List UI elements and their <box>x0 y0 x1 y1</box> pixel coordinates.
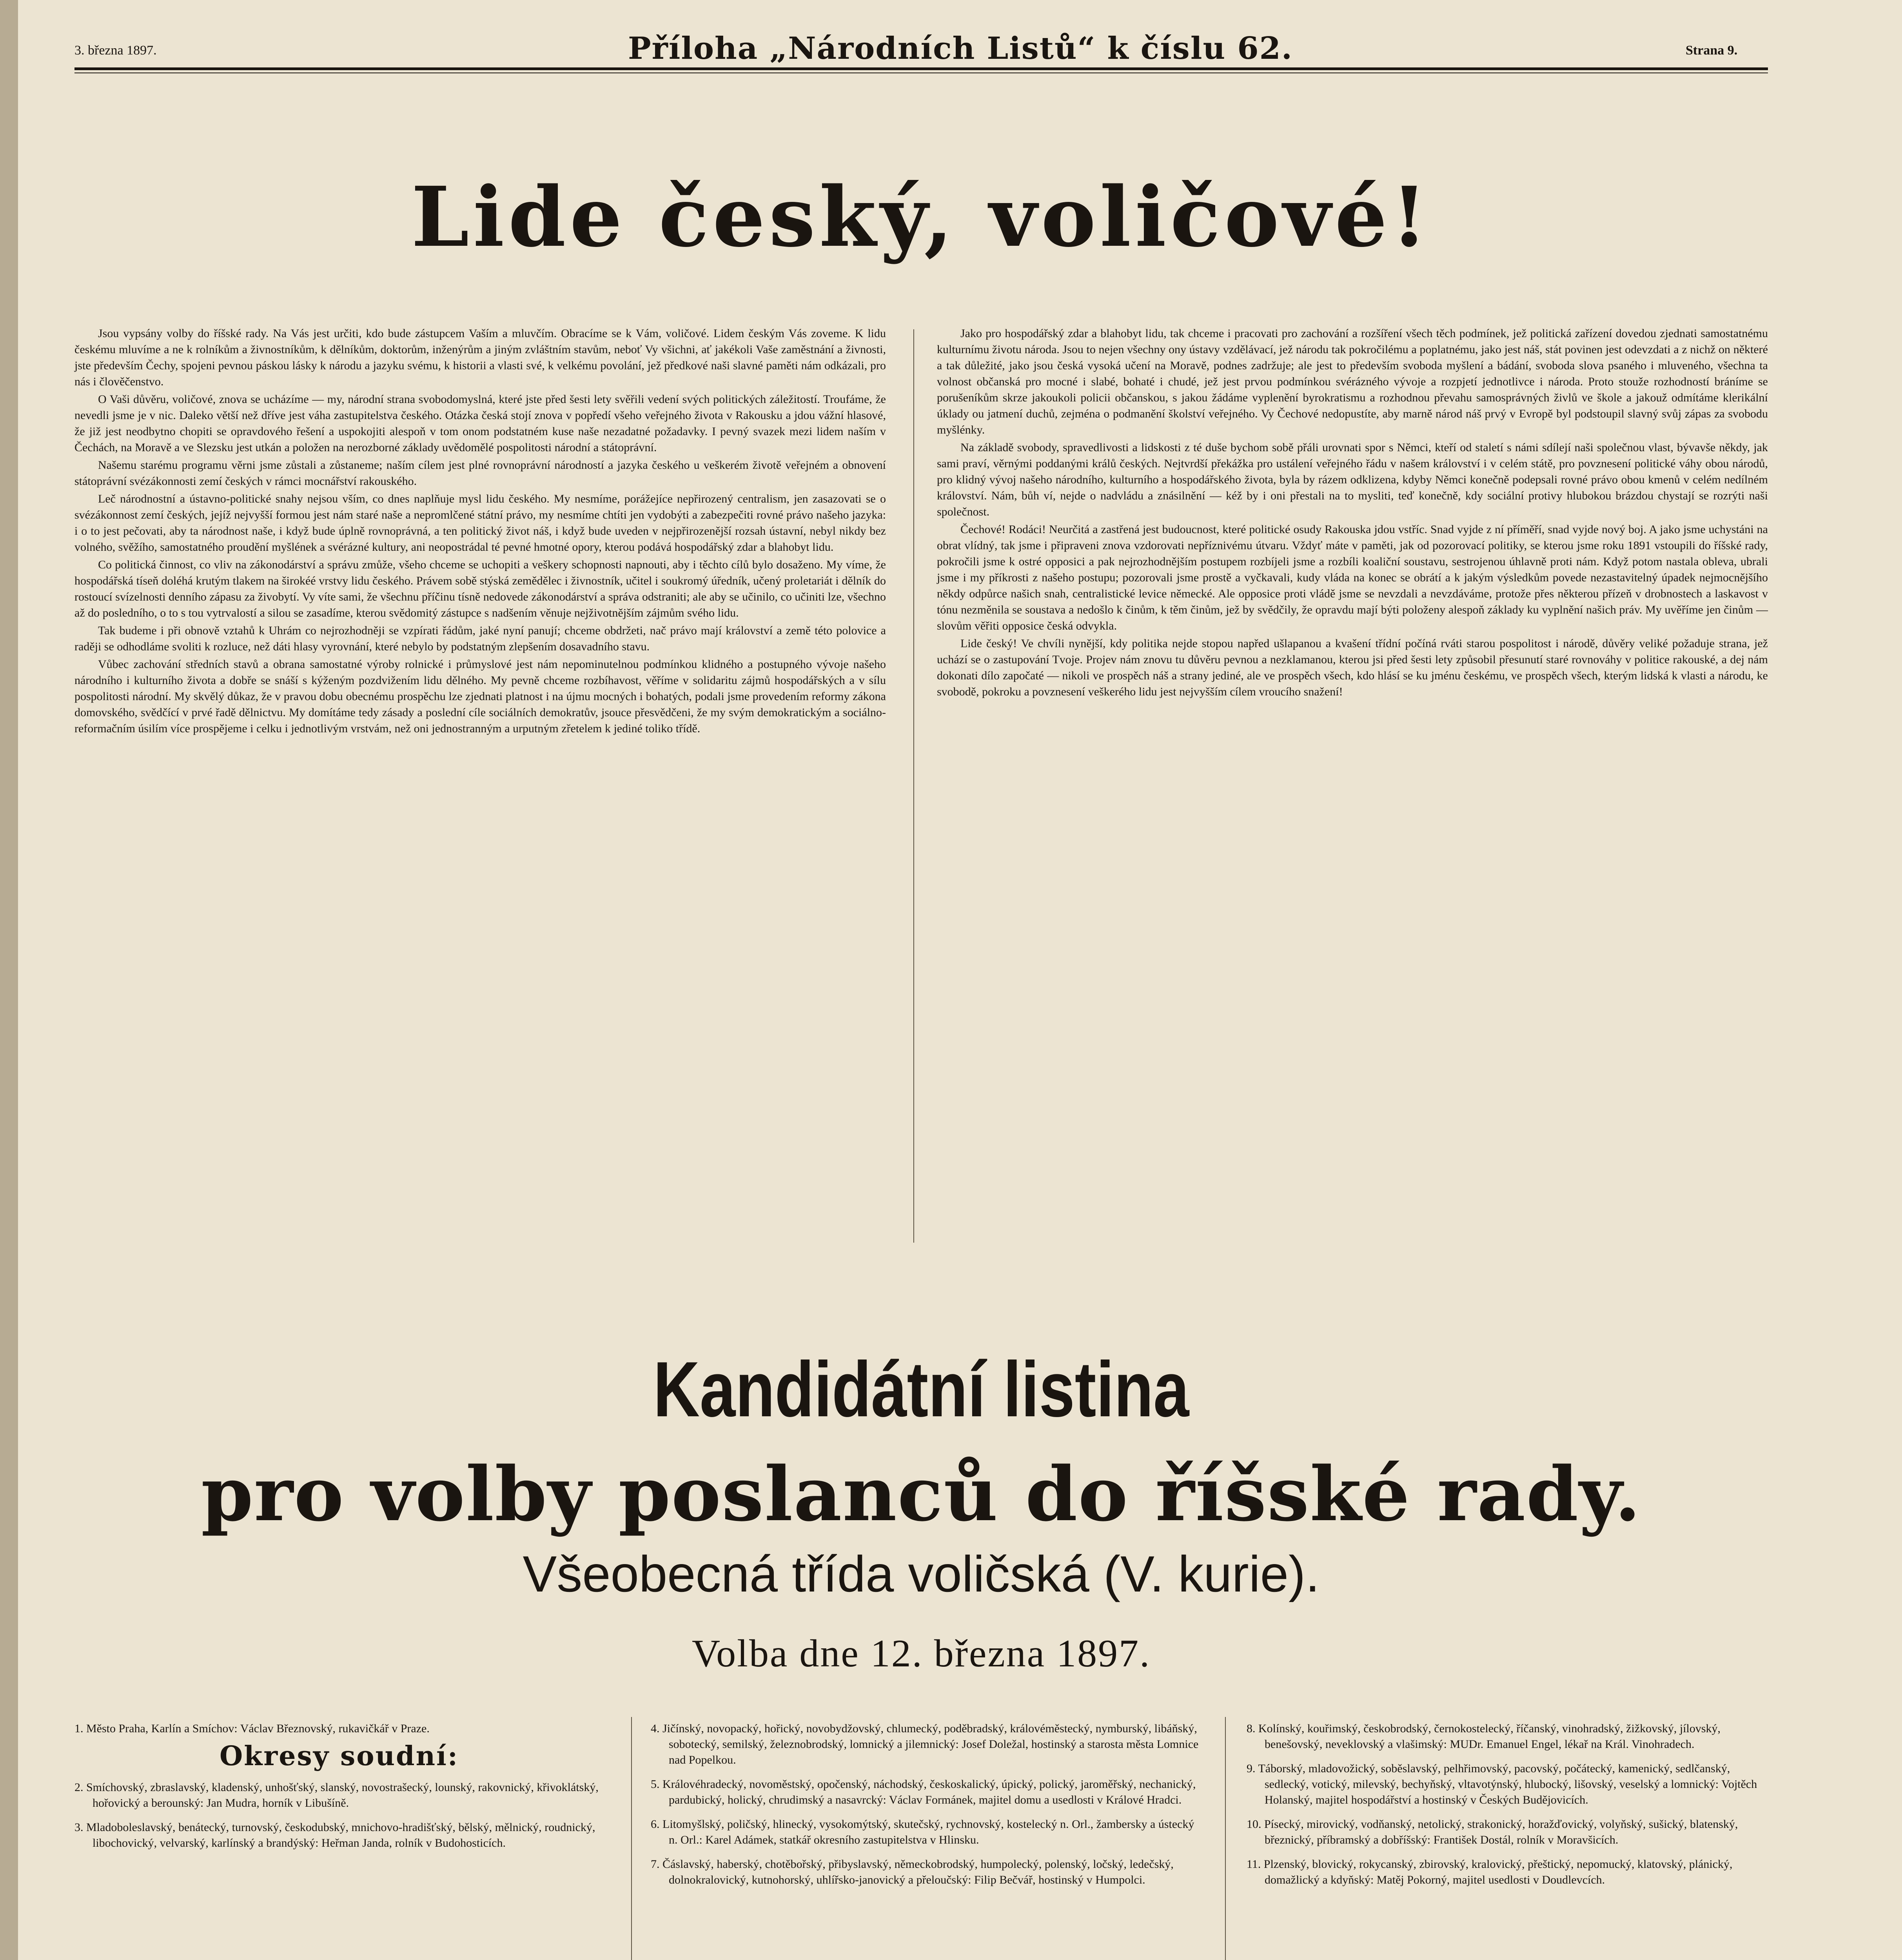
city-list-column-3 <box>1247 1721 1768 1896</box>
appeal-paragraph: Lide český! Ve chvíli nynější, kdy politika nejde stopou napřed ušlapanou a kvašení třídní počíná rváti starou pospolitost i národě, důvěry veliké požaduje strana, jež uchází se o zastupování Tvoje. Projev nám znovu tu důvěru pevnou a nezklamanou, kterou jsi před šesti lety způsobil přesunutí staré rovnováhy v politice rakouské, a dej nám dokonati dílo započaté — nikoli ve prospěch náš a strany jediné, ale ve prospěch všech, kdo hlásí se ku jménu českému, ve prospěch všech, kterým lidská k vlasti a národu, ke svobodě, pokroku a povznesení veškerého lidu jest nejvyšším cílem vroucího snažení! <box>937 637 1768 698</box>
appeal-headline: Lide český, voličové! <box>411 169 1431 265</box>
city-list-column-2 <box>651 1721 1200 1896</box>
appeal-paragraph: Leč národnostní a ústavno-politické snahy nejsou vším, co dnes naplňuje mysl lidu českého. My nesmíme, porážejíce nepřirozený centralism, jen zasazovati se o svézákonnost zemí českých, jejíž nejvyšší formou jest nám staré naše a nepromlčené státní právo, my nesmíme chtíti jen vydobýti a zabezpečiti rovné právo našeho jazyka: i o to jest pečovati, aby ta národnost naše, i když bude úplně rovnoprávná, a ten politický život náš, i když bude uveden v nejpřirozenější rozsah ústavní, nebyl nikdy bez volného, svěžího, samostatného proudění myšlének a svérázné kultury, ani neopostrádal té pevné hmotné opory, kterou podává hospodářský zdar a blahobyt lidu. <box>74 492 886 554</box>
candidate-entry: 1. Město Praha, Karlín a Smíchov: Václav Březnovský, rukavičkář v Praze. <box>74 1722 430 1735</box>
candidate-entry: 4. Jičínský, novopacký, hořický, novobydžovský, chlumecký, poděbradský, královéměstecký, nymburský, libáňský, sobotecký, semilský, železnobrodský, lomnický a jilemnický: Josef Doležal, hostinský a starosta města Lomnice nad Popelkou. <box>651 1722 1199 1766</box>
masthead-rule <box>74 67 1768 73</box>
voter-class-heading: Všeobecná třída voličská (V. kurie). <box>523 1545 1320 1602</box>
candidate-entry: 8. Kolínský, kouřimský, českobrodský, černokostelecký, říčanský, vinohradský, žižkovský, jílovský, benešovský, neveklovský a vlašimský: MUDr. Emanuel Engel, lékař na Král. Vinohradech. <box>1247 1722 1721 1751</box>
appeal-paragraph: Čechové! Rodáci! Neurčitá a zastřená jest budoucnost, které politické osudy Rakouska jdou vstříc. Snad vyjde z ní příměří, snad vyjde nový boj. A jako jsme uchystáni na obrat vlídný, tak jsme i připraveni znova vzdorovati nepříznivému útvaru. Vždyť máte v paměti, jak od pozorovací politiky, se kterou jsme roku 1891 vstoupili do říšské rady, pokročili jsme k ostré opposici a pak nejrozhodnějším postupem rozbíjeli jsme a rozbíli koaliční soustavu, sestrojenou úhlavně proti nám. Když potom nastala obleva, ubrali jsme i my příkrosti z našeho postupu; pozorovali jsme prostě a vyčkavali, kudy vláda na konec se obrátí a k jakým výsledkům povede nezastavitelný úpadek nejmocnějšího někdy odpůrce našich snah, centralistické levice německé. Ale opposice proti vládě jsme se nevzdali a nevzdáváme, protože přes některou přízeň v drobnostech a laskavost v tónu nezměnila se soustava a nedošlo k činům, k těm činům, jež by svědčily, že opravdu mají býti položeny alespoň základy ku vyplnění našich práv. My uvěříme jen činům — slovům věřiti opposice česká odvykla. <box>937 523 1768 632</box>
candidate-entry: 11. Plzenský, blovický, rokycanský, zbirovský, kralovický, přeštický, nepomucký, klatovský, plánický, domažlický a kdyňský: Matěj Pokorný, majitel usedlosti v Doudlevcích. <box>1247 1858 1733 1886</box>
candidate-entry: 10. Písecký, mirovický, vodňanský, netolický, strakonický, horažďovický, volyňský, sušický, blatenský, březnický, příbramský a dobříšský: František Dostál, rolník v Moravšicích. <box>1247 1818 1738 1846</box>
candidate-entry: 9. Táborský, mladovožický, soběslavský, pelhřimovský, pacovský, počátecký, kamenický, sedlčanský, sedlecký, votický, milevský, bechyňský, vltavotýnský, hlubocký, lišovský, veselský a lomnický: Vojtěch Holanský, majitel hospodářství a hostinský v Českých Budějovicích. <box>1247 1762 1757 1806</box>
section-heading-courts: Okresy soudní: <box>220 1740 459 1772</box>
masthead-page-number: Strana 9. <box>1686 43 1738 58</box>
appeal-column-left <box>74 325 886 738</box>
column-divider <box>913 329 914 1243</box>
candidate-list-subtitle: pro volby poslanců do říšské rady. <box>201 1450 1641 1538</box>
candidate-list-title: Kandidátní listina <box>653 1346 1189 1433</box>
appeal-column-right <box>937 325 1768 701</box>
list-divider-1 <box>631 1717 632 1960</box>
candidate-entry: 2. Smíchovský, zbraslavský, kladenský, unhošťský, slanský, novostrašecký, lounský, rakovnický, křivoklátský, hořovický a berounský: Jan Mudra, horník v Libušíně. <box>74 1781 599 1809</box>
appeal-paragraph: Jsou vypsány volby do říšské rady. Na Vás jest určiti, kdo bude zástupcem Vaším a mluvčím. Obracíme se k Vám, voličové. Lidem českým Vás zoveme. K lidu českému mluvíme a ne k rolníkům a živnostníkům, k dělníkům, doktorům, inženýrům a jiným zvláštním stavům, neboť Vy všichni, ať jakékoli Vaše zaměstnání a živnosti, jste především Čechy, spojeni pevnou páskou lásky k národu a jazyku svému, k historii a vlasti své, k velkému povolání, jež předkové naši slavné paměti nám odkázali, pro nás i člověčenstvo. <box>74 327 886 388</box>
list-divider-2 <box>1225 1717 1226 1960</box>
appeal-paragraph: Tak budeme i při obnově vztahů k Uhrám co nejrozhodněji se vzpírati řádům, jaké nyní panují; chceme obdržeti, nač právo mají království a země této polovice a raději se odhodláme svoliti k rozluce, než dáti hlasy vyrovnání, které nebylo by podstatným zlepšením dosavadního stavu. <box>74 624 886 653</box>
candidate-entry: 6. Litomyšlský, poličský, hlinecký, vysokomýtský, skutečský, rychnovský, kostelecký n. Orl., žambersky a ústecký n. Orl.: Karel Adámek, statkář okresního zastupitelstva v Hlinsku. <box>651 1818 1194 1846</box>
appeal-paragraph: O Vaši důvěru, voličové, znova se ucházíme — my, národní strana svobodomyslná, které jste před šesti lety svěřili vedení svých politických záležitostí. Troufáme, že nevedli jsme je v nic. Daleko větší než dříve jest váha zastupitelstva českého. Otázka česká stojí znova v popředí všeho veřejného života v Rakousku a jdou vážní hlasové, že již jest neodbytno chopiti se opravdového řešení a uspokojiti alespoň v tom onom podstatném kuse naše nezadatné požadavky. I pevný svazek mezi lidem naším v Čechách, na Moravě a ve Slezsku jest utkán a položen na nerozborné základy uvědomělé pospolitosti národní a státoprávní. <box>74 393 886 454</box>
masthead-date: 3. března 1897. <box>74 43 157 58</box>
candidate-entry: 5. Královéhradecký, novoměstský, opočenský, náchodský, českoskalický, úpický, polický, jaroměřský, nechanický, pardubický, holický, chrudimský a nasavrcký: Václav Formánek, majitel domu a usedlosti v Králové Hradci. <box>651 1778 1196 1806</box>
city-list-column-1 <box>74 1721 604 1860</box>
candidate-entry: 7. Čáslavský, haberský, chotěbořský, přibyslavský, německobrodský, humpolecký, polenský, ločský, ledečský, dolnokralovický, kutnohorský, uhlířsko-janovický a přeloučský: Filip Bečvář, hostinský v Humpolci. <box>651 1858 1174 1886</box>
appeal-paragraph: Našemu starému programu věrni jsme zůstali a zůstaneme; naším cílem jest plné rovnoprávní národností a jazyka českého u veškerém životě veřejném a obnovení státoprávní svézákonnosti zemí českých v rámci mocnářství rakouského. <box>74 459 886 488</box>
appeal-paragraph: Jako pro hospodářský zdar a blahobyt lidu, tak chceme i pracovati pro zachování a rozšíření všech těch podmínek, jež politická zařízení dovedou zjednati samostatnému kulturnímu životu národa. Jsou to nejen všechny ony ústavy vzdělávací, jež národu tak pokročilému a poplatnému, jako jest náš, stát povinen jest odevzdati a z nichž on některé a tak důležité, jako jsou česká vysoká učení na Moravě, podnes zadržuje; ale jest to především svoboda myšlení a bádání, svoboda slova psaného i mluveného, všechna ta volnost občanská pro mocné i slabé, bohaté i chudé, jež jest prvou podmínkou svérázného vývoje a rozpjetí jednotlivce i národa. Proto stouže rozhodností bráníme se porušeníkům skrze jakoukoli policii občanskou, s jakou žádáme vyplenění byrokratismu a rozhodnou převahu samosprávných živlů ve škole a jakouž odmítáme klerikální úklady ou jatmení duchů, zejména o podmanění školství veřejného. Vy Čechové nedopustíte, aby marně národ náš prvý v Evropě byl podstoupil slavný svůj zápas za svobodu myšlénky. <box>937 327 1768 436</box>
appeal-paragraph: Na základě svobody, spravedlivosti a lidskosti z té duše bychom sobě přáli urovnati spor s Němci, kteří od staletí s námi sdílejí naši společnou vlast, bývavše někdy, jak sami praví, věrnými poddanými králů českých. Nejtvrdší překážka pro ustálení veřejného řádu v našem království i v celém státě, pro povznesení politické váhy obou národů, pro klidný vývoj našeho národního, kulturního a hospodářského života, byla by rázem odklizena, kdyby Němci konečně podepsali rovné právo obou kmenů v celém nedílném království. Nám, bůh ví, nejde o nadvládu a znásilnění — kéž by i oni přestali na to mysliti, teď konečně, kdy sociální protivy hlubokou brázdou chystají se rozrýti naši společnost. <box>937 441 1768 518</box>
appeal-paragraph: Co politická činnost, co vliv na zákonodárství a správu zmůže, všeho chceme se uchopiti a veškery schopnosti napnouti, aby i těchto cílů bylo dosaženo. My víme, že hospodářská tíseň doléhá krutým tlakem na širokéé vrstvy lidu českého. Právem sobě stýská zemědělec i živnostník, učitel i soukromý úředník, učený proletariát i dělník do rostoucí svízelnosti denního zápasu za živobytí. Vy víte sami, že všechnu příčinu tísně nedovede zákonodárství a správa odstraniti; ale aby se učinilo, co učiniti lze, všechno až do posledního, o to s tou vytrvalostí a silou se zasadíme, kterou svědomitý zástupce s nadšením věnuje nejživotnějším zájmům svého lidu. <box>74 558 886 619</box>
appeal-paragraph: Vůbec zachování středních stavů a obrana samostatné výroby rolnické i průmyslové jest nám nepominutelnou podmínkou klidného a postupného vývoje našeho národního i kulturního života a dobře se snáší s kýženým pozdvižením lidu dělného. My pevně chceme rozbíhavost, věříme v solidaritu zájmů hospodářských a v sílu pospolitosti národní. My skvělý důkaz, že v pravou dobu obecnému prospěchu lze zjednati platnost i na újmu mocných i bohatých, podali jsme provedením reformy zákona domovského, svědčící v prvé řadě dělnictvu. My domítáme tedy zásady a poslední cíle sociálních demokratův, jsouce přesvědčeni, že my svým demokratickým a sociálno-reformačním úsilím více prospějeme i celku i jednotlivým vrstvám, než oni jednostranným a urputným zřetelem k jediné toliko třídě. <box>74 658 886 735</box>
candidate-entry: 3. Mladoboleslavský, benátecký, turnovský, českodubský, mnichovo-hradišťský, bělský, mělnický, roudnický, libochovický, velvarský, karlínský a brandýský: Heřman Janda, rolník v Budohosticích. <box>74 1821 595 1849</box>
page-edge-shadow <box>0 0 18 1960</box>
masthead-title: Příloha „Národních Listů“ k číslu 62. <box>628 31 1293 66</box>
city-vote-date: Volba dne 12. března 1897. <box>691 1632 1151 1675</box>
